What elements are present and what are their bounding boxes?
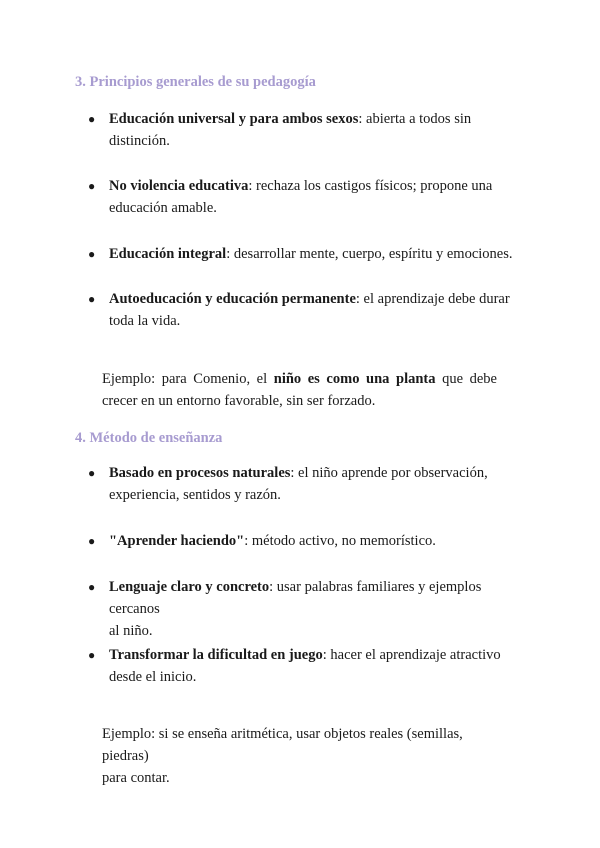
list-item [88, 462, 528, 506]
bullet-dot-icon: ● [88, 648, 96, 662]
list-item-text: : el aprendizaje debe durar [355, 291, 510, 307]
list-item-text: : usar palabras familiares y ejemplos cercanos [109, 579, 482, 617]
list-item-text-cont: desde el inicio. [109, 669, 197, 685]
list-item-term: Educación universal y para ambos sexos [109, 111, 359, 127]
bullet-dot-icon: ● [88, 580, 96, 594]
list-item [88, 288, 528, 332]
example-line-1: Ejemplo: si se enseña aritmética, usar objetos reales (semillas, piedras) [102, 726, 463, 764]
bullet-dot-icon: ● [88, 247, 96, 261]
section-4-heading: 4. Método de enseñanza [75, 430, 223, 446]
example-emphasis: niño es como una planta [273, 371, 436, 387]
bullet-dot-icon: ● [88, 292, 96, 306]
list-item [88, 576, 528, 642]
list-item [88, 243, 528, 265]
list-item-text: : método activo, no memorístico. [244, 533, 436, 549]
list-item-term: Transformar la dificultad en juego [109, 647, 323, 663]
example-line-1: Ejemplo: para Comenio, el niño es como una planta que debe [102, 371, 497, 387]
list-item-term: Autoeducación y educación permanente [109, 291, 356, 307]
list-item-term: Basado en procesos naturales [109, 465, 291, 481]
list-item-text-cont: toda la vida. [109, 313, 181, 329]
list-item-text-cont: al niño. [109, 623, 153, 639]
list-item-text-cont: distinción. [109, 133, 170, 149]
example-line-2: crecer en un entorno favorable, sin ser forzado. [102, 393, 376, 409]
list-item-term: Educación integral [109, 246, 227, 262]
example-paragraph [102, 723, 502, 789]
list-item-term: No violencia educativa [109, 178, 249, 194]
list-item-text: : abierta a todos sin [358, 111, 472, 127]
list-item-term: Lenguaje claro y concreto [109, 579, 270, 595]
bullet-dot-icon: ● [88, 466, 96, 480]
bullet-dot-icon: ● [88, 112, 96, 126]
section-3-heading: 3. Principios generales de su pedagogía [75, 74, 316, 90]
list-item [88, 644, 528, 688]
list-item [88, 530, 528, 552]
list-item-text-cont: educación amable. [109, 200, 217, 216]
example-line-2: para contar. [102, 770, 170, 786]
list-item-text-cont: experiencia, sentidos y razón. [109, 487, 281, 503]
list-item-text: : el niño aprende por observación, [290, 465, 488, 481]
list-item-text: : hacer el aprendizaje atractivo [322, 647, 501, 663]
list-item [88, 175, 528, 219]
example-paragraph [102, 368, 502, 412]
bullet-dot-icon: ● [88, 179, 96, 193]
list-item [88, 108, 528, 152]
list-item-text: : desarrollar mente, cuerpo, espíritu y emociones. [226, 246, 513, 262]
bullet-dot-icon: ● [88, 534, 96, 548]
list-item-term: "Aprender haciendo" [109, 533, 245, 549]
list-item-text: : rechaza los castigos físicos; propone una [248, 178, 493, 194]
